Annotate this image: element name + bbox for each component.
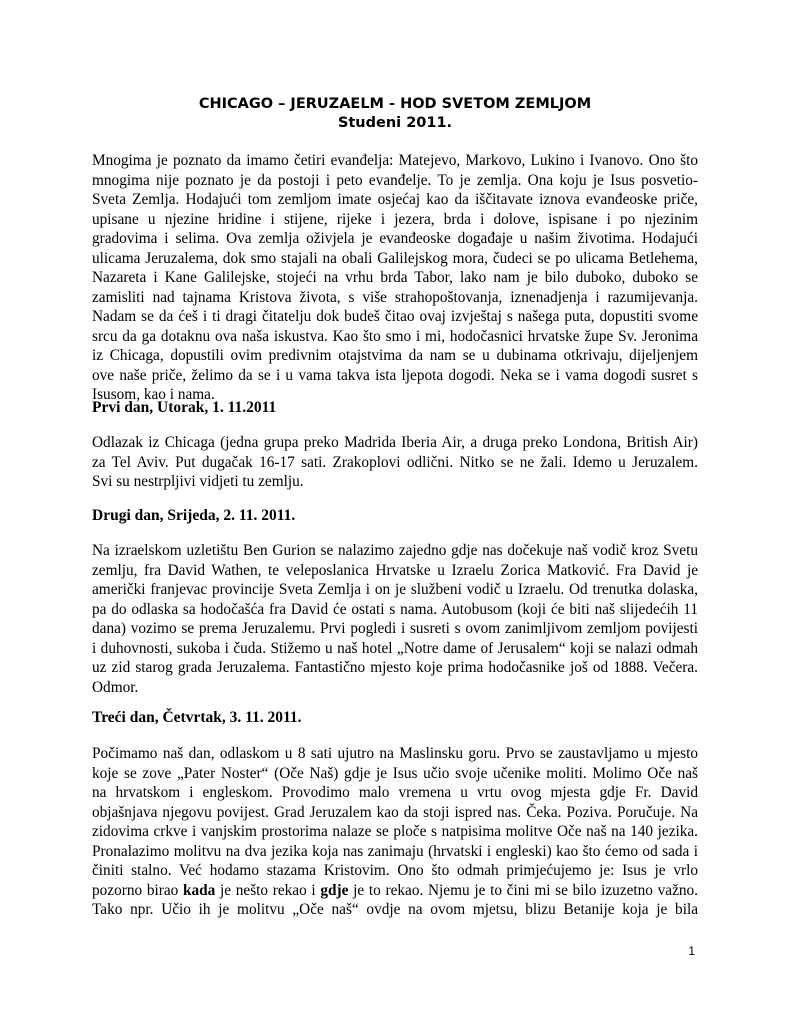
text-line: mnogima nije poznato je da postoji i peto evanđelje. To je zemlja. Ona koju je Isus posvetio-	[92, 171, 698, 189]
text-line: dana) vozimo se prema Jeruzalemu. Prvi pogledi i susreti s ovom zanimljivom zemljom povijesti	[92, 620, 698, 637]
text-line: srcu da ga dotaknu ova naša iskustva. Kao što smo i mi, hodočasnici hrvatske župe Sv. Jeronima	[92, 327, 698, 345]
document-title: CHICAGO – JERUZAELM - HOD SVETOM ZEMLJOM	[198, 96, 592, 112]
text-line: Nazareta i Kane Galilejske, stojeći na vrhu brda Tabor, lako nam je bilo duboko, duboko se	[92, 269, 698, 286]
emphasis-kada: kada	[182, 881, 216, 899]
text-line: Odlazak iz Chicaga (jedna grupa preko Madrida Iberia Air, a druga preko Londona, British Air)	[92, 434, 698, 451]
intro-paragraph	[92, 151, 698, 405]
text-line: ulicama Jeruzalema, dok smo stajali na obali Galilejskog mora, čudeci se po ulicama Betlehema,	[92, 249, 698, 267]
emphasis-gdje: gdje	[320, 881, 349, 899]
text-line: zemlju, fra David Wathen, te veleposlanica Hrvatske u Izraelu Zorica Matković. Fra David je	[92, 561, 698, 579]
day2-heading: Drugi dan, Srijeda, 2. 11. 2011.	[92, 507, 296, 524]
text-line: uz zid starog grada Jeruzalema. Fantastično mjesto koje prima hodočasnike još od 1888. Večera.	[92, 659, 698, 676]
text-line: iz Chicaga, dopustili ovim predivnim otajstvima da nam se u dubinama otkrivaju, dijeljenjem	[92, 347, 698, 364]
text-line: objašnjava njegovu povijest. Grad Jeruzalem kao da stoji ispred nas. Čeka. Poziva. Poručuje. Na	[92, 803, 698, 821]
text-segment: je nešto rekao i	[215, 881, 321, 899]
text-line: Sveta Zemlja. Hodajući tom zemljom imate osjećaj kao da iščitavate iznova evanđeoske priče,	[92, 191, 698, 208]
text-line: Počimamo naš dan, odlaskom u 8 sati ujutro na Maslinsku goru. Prvo se zaustavljamo u mjesto	[92, 745, 698, 762]
text-line: zidovima crkve i vanjskim prostorima nalaze se ploče s natpisima molitve Oče naš na 140 jezika.	[92, 823, 698, 840]
text-line: pa do odlaska sa hodočašća fra David će ostati s nama. Autobusom (koji će biti naš slijedećih 11	[92, 600, 698, 618]
text-line: Odmor.	[92, 678, 139, 696]
day1-paragraph	[92, 433, 698, 492]
text-line-with-emphasis	[92, 881, 698, 901]
text-line: na hrvatskom i engleskom. Provodimo malo vremena u vrtu ovog mjesta gdje Fr. David	[92, 784, 698, 801]
text-line: gradovima i selima. Ova zemlja oživjela je evanđeoske događaje u našim životima. Hodajući	[92, 230, 698, 247]
day3-paragraph	[92, 744, 698, 920]
page-number: 1	[688, 944, 695, 958]
text-line: upisane u njezine hridine i stijene, rijeke i jezera, brda i dolove, ispisane i po njezinim	[92, 210, 698, 228]
text-segment: pozorno birao	[92, 881, 183, 899]
text-line: Na izraelskom uzletištu Ben Gurion se nalazimo zajedno gdje nas dočekuje naš vodič kroz Svetu	[92, 542, 698, 559]
day2-paragraph	[92, 541, 698, 697]
day3-heading: Treći dan, Četvrtak, 3. 11. 2011.	[92, 709, 302, 726]
document-title-block	[92, 95, 698, 133]
text-line: američki franjevac provincije Sveta Zemlja i on je službeni vodič u Izraelu. Od trenutka dolaska,	[92, 581, 698, 598]
text-line: Mnogima je poznato da imamo četiri evanđelja: Matejevo, Markovo, Lukino i Ivanovo. Ono što	[92, 152, 698, 169]
text-line: činiti stalno. Već hodamo stazama Kristovim. Ono što odmah primjećujemo je: Isus je vrlo	[92, 862, 698, 879]
text-line: zamisliti nad tajnama Kristova života, s više strahopoštovanja, iznenadjenja i razumijevanja.	[92, 288, 698, 306]
text-line: Nadam se da ćeš i ti dragi čitatelju dok budeš čitao ovaj izvještaj s našega puta, dopustiti svome	[92, 308, 698, 325]
text-line: Svi su nestrpljivi vidjeti tu zemlju.	[92, 473, 304, 490]
document-subtitle: Studeni 2011.	[337, 115, 453, 131]
text-segment: je to rekao. Njemu je to čini mi se bilo izuzetno važno.	[348, 881, 699, 899]
text-line: koje se zove „Pater Noster“ (Oče Naš) gdje je Isus učio svoje učenike moliti. Molimo Oče naš	[92, 764, 698, 782]
text-line: i duhovnosti, sukoba i čuda. Stižemo u naš hotel „Notre dame of Jerusalem“ koji se nalazi odmah	[92, 639, 698, 657]
text-line: Tako npr. Učio ih je molitvu „Oče naš“ ovdje na ovom mjetsu, blizu Betanije koja je bila	[92, 901, 698, 918]
text-line: Pronalazimo molitvu na dva jezika koja nas zanimaju (hrvatski i engleski) kao što ćemo od sada i	[92, 842, 698, 860]
text-line: ove naše priče, želimo da se i u vama takva ista ljepota dogodi. Neka se i vama dogodi susret s	[92, 366, 698, 384]
text-line: Isusom, kao i nama.	[92, 386, 215, 403]
day1-heading: Prvi dan, Utorak, 1. 11.2011	[92, 399, 277, 416]
text-line: za Tel Aviv. Put dugačak 16-17 sati. Zrakoplovi odlični. Nitko se ne žali. Idemo u Jeruzalem.	[92, 453, 698, 471]
